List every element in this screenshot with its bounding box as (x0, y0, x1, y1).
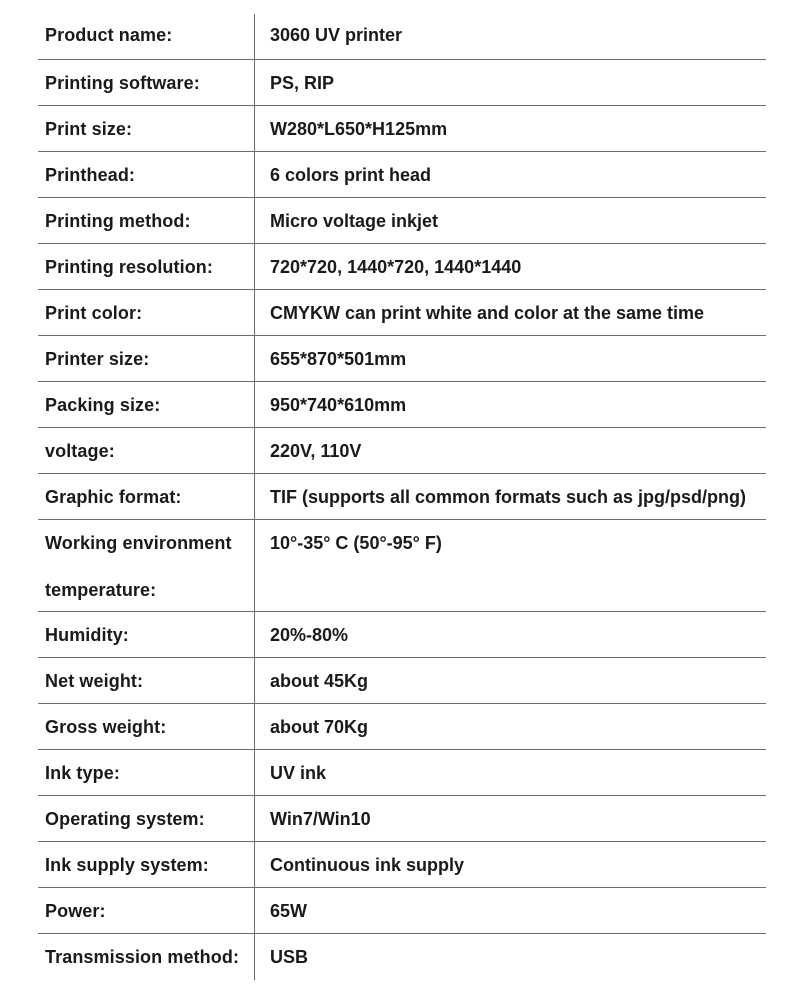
spec-value: W280*L650*H125mm (270, 119, 448, 139)
spec-row-working-environment-temperature (38, 520, 766, 612)
spec-label: Printing resolution: (38, 244, 255, 289)
spec-label: Ink supply system: (38, 842, 255, 887)
spec-row-net-weight (38, 658, 766, 704)
spec-label: Transmission method: (38, 934, 255, 980)
spec-row-ink-supply-system (38, 842, 766, 888)
spec-row-print-size (38, 106, 766, 152)
spec-row-power (38, 888, 766, 934)
spec-label: Printhead: (38, 152, 255, 197)
spec-value: 950*740*610mm (270, 395, 407, 415)
spec-value: Win7/Win10 (270, 809, 371, 829)
spec-label: Operating system: (38, 796, 255, 841)
spec-label: Product name: (38, 14, 255, 59)
spec-row-printing-resolution (38, 244, 766, 290)
spec-label: Gross weight: (38, 704, 255, 749)
spec-row-operating-system (38, 796, 766, 842)
spec-row-printhead (38, 152, 766, 198)
spec-value: 220V, 110V (270, 441, 362, 461)
spec-label: voltage: (38, 428, 255, 473)
spec-value: 3060 UV printer (270, 25, 403, 45)
spec-label: Packing size: (38, 382, 255, 427)
spec-label: Printer size: (38, 336, 255, 381)
spec-label: Working environment temperature: (38, 520, 255, 611)
spec-row-graphic-format (38, 474, 766, 520)
spec-row-printing-software (38, 60, 766, 106)
spec-label: Print color: (38, 290, 255, 335)
spec-value: 6 colors print head (270, 165, 432, 185)
spec-value: about 45Kg (270, 671, 369, 691)
spec-value: 65W (270, 901, 308, 921)
spec-label: Graphic format: (38, 474, 255, 519)
spec-value: 720*720, 1440*720, 1440*1440 (270, 257, 522, 277)
spec-row-print-color (38, 290, 766, 336)
spec-label: Power: (38, 888, 255, 933)
spec-row-transmission-method (38, 934, 766, 980)
spec-value: 20%-80% (270, 625, 349, 645)
spec-value: 10°-35° C (50°-95° F) (270, 533, 442, 553)
spec-row-packing-size (38, 382, 766, 428)
spec-value: 655*870*501mm (270, 349, 407, 369)
spec-row-gross-weight (38, 704, 766, 750)
spec-table (38, 14, 766, 980)
spec-label: Net weight: (38, 658, 255, 703)
spec-value: Continuous ink supply (270, 855, 464, 875)
spec-value: about 70Kg (270, 717, 369, 737)
spec-label: Print size: (38, 106, 255, 151)
spec-row-printing-method (38, 198, 766, 244)
spec-value: PS, RIP (270, 73, 335, 93)
spec-value: TIF (supports all common formats such as jpg/psd/png) (270, 487, 747, 507)
spec-label: Printing method: (38, 198, 255, 243)
spec-value: CMYKW can print white and color at the same time (270, 303, 705, 323)
spec-value: Micro voltage inkjet (270, 211, 439, 231)
spec-value: USB (270, 947, 309, 967)
spec-row-product-name (38, 14, 766, 60)
spec-row-humidity (38, 612, 766, 658)
spec-value: UV ink (270, 763, 327, 783)
spec-row-ink-type (38, 750, 766, 796)
spec-label: Ink type: (38, 750, 255, 795)
spec-row-printer-size (38, 336, 766, 382)
spec-label: Humidity: (38, 612, 255, 657)
spec-label: Printing software: (38, 60, 255, 105)
spec-row-voltage (38, 428, 766, 474)
